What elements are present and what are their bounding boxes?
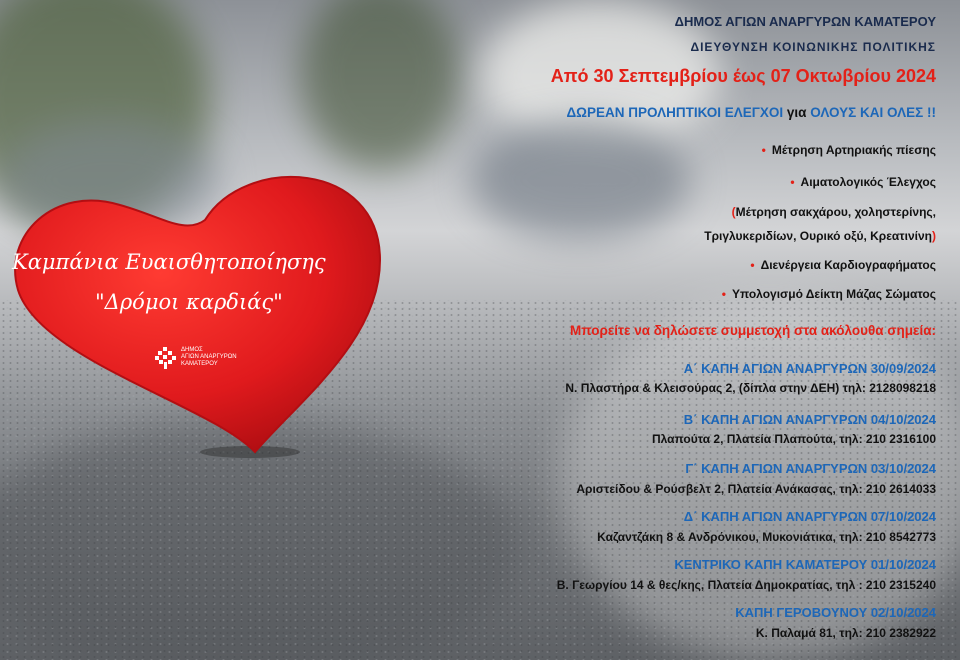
bullet-icon: •	[721, 287, 726, 301]
service-item: • Διενέργεια Καρδιογραφήματος	[750, 258, 936, 272]
logo-text-line2: ΑΓΙΩΝ ΑΝΑΡΓΥΡΩΝ	[181, 354, 237, 360]
participation-heading: Μπορείτε να δηλώσετε συμμετοχή στα ακόλουθα σημεία:	[570, 323, 936, 338]
service-item: • Υπολογισμό Δείκτη Μάζας Σώματος	[721, 287, 936, 301]
bullet-icon: •	[761, 143, 766, 157]
municipality-name: ΔΗΜΟΣ ΑΓΙΩΝ ΑΝΑΡΓΥΡΩΝ ΚΑΜΑΤΕΡΟΥ	[674, 14, 936, 29]
location-address: Αριστείδου & Ρούσβελτ 2, Πλατεία Ανάκασας, τηλ: 210 2614033	[576, 482, 936, 496]
location-address: Β. Γεωργίου 14 & θες/κης, Πλατεία Δημοκρατίας, τηλ : 210 2315240	[556, 578, 936, 592]
location-address: Καζαντζάκη 8 & Ανδρόνικου, Μυκονιάτικα, τηλ: 210 8542773	[597, 530, 936, 544]
municipality-logo	[155, 347, 237, 374]
location-name: Β΄ ΚΑΠΗ ΑΓΙΩΝ ΑΝΑΡΓΥΡΩΝ 04/10/2024	[683, 412, 936, 427]
location-name: ΚΕΝΤΡΙΚΟ ΚΑΠΗ ΚΑΜΑΤΕΡΟΥ 01/10/2024	[674, 557, 936, 572]
campaign-subtitle: "Δρόμοι καρδιάς"	[95, 290, 283, 314]
department-name: ΔΙΕΥΘΥΝΣΗ ΚΟΙΝΩΝΙΚΗΣ ΠΟΛΙΤΙΚΗΣ	[690, 40, 936, 54]
tree-logo-icon	[155, 347, 177, 369]
service-item: • Αιματολογικός Έλεγχος	[790, 175, 936, 189]
location-address: Κ. Παλαμά 81, τηλ: 210 2382922	[755, 626, 936, 640]
blood-test-detail: (Μέτρηση σακχάρου, χοληστερίνης,	[731, 205, 936, 219]
service-item: • Μέτρηση Αρτηριακής πίεσης	[761, 143, 936, 157]
location-address: Ν. Πλαστήρα & Κλεισούρας 2, (δίπλα στην ΔΕΗ) τηλ: 2128098218	[565, 381, 936, 395]
campaign-dates: Από 30 Σεπτεμβρίου έως 07 Οκτωβρίου 2024	[550, 66, 936, 86]
bullet-icon: •	[750, 258, 755, 272]
blood-test-detail: Τριγλυκεριδίων, Ουρικό οξύ, Κρεατινίνη)	[704, 229, 936, 243]
free-checks-text: ΔΩΡΕΑΝ ΠΡΟΛΗΠΤΙΚΟΙ ΕΛΕΓΧΟΙ	[566, 105, 784, 120]
logo-text-line1: ΔΗΜΟΣ	[181, 347, 203, 353]
location-name: Γ΄ ΚΑΠΗ ΑΓΙΩΝ ΑΝΑΡΓΥΡΩΝ 03/10/2024	[685, 461, 936, 476]
location-name: ΚΑΠΗ ΓΕΡΟΒΟΥΝΟΥ 02/10/2024	[735, 605, 936, 620]
location-address: Πλαπούτα 2, Πλατεία Πλαπούτα, τηλ: 210 2316100	[651, 432, 936, 446]
location-name: Δ΄ ΚΑΠΗ ΑΓΙΩΝ ΑΝΑΡΓΥΡΩΝ 07/10/2024	[683, 509, 936, 524]
location-name: Α΄ ΚΑΠΗ ΑΓΙΩΝ ΑΝΑΡΓΥΡΩΝ 30/09/2024	[683, 361, 936, 376]
free-checks-line	[566, 105, 936, 120]
free-checks-for: για	[786, 105, 807, 120]
free-checks-everyone: ΟΛΟΥΣ ΚΑΙ ΟΛΕΣ !!	[810, 105, 936, 120]
logo-text-line3: ΚΑΜΑΤΕΡΟΥ	[181, 361, 218, 367]
bullet-icon: •	[790, 175, 795, 189]
campaign-title: Καμπάνια Ευαισθητοποίησης	[12, 250, 326, 274]
